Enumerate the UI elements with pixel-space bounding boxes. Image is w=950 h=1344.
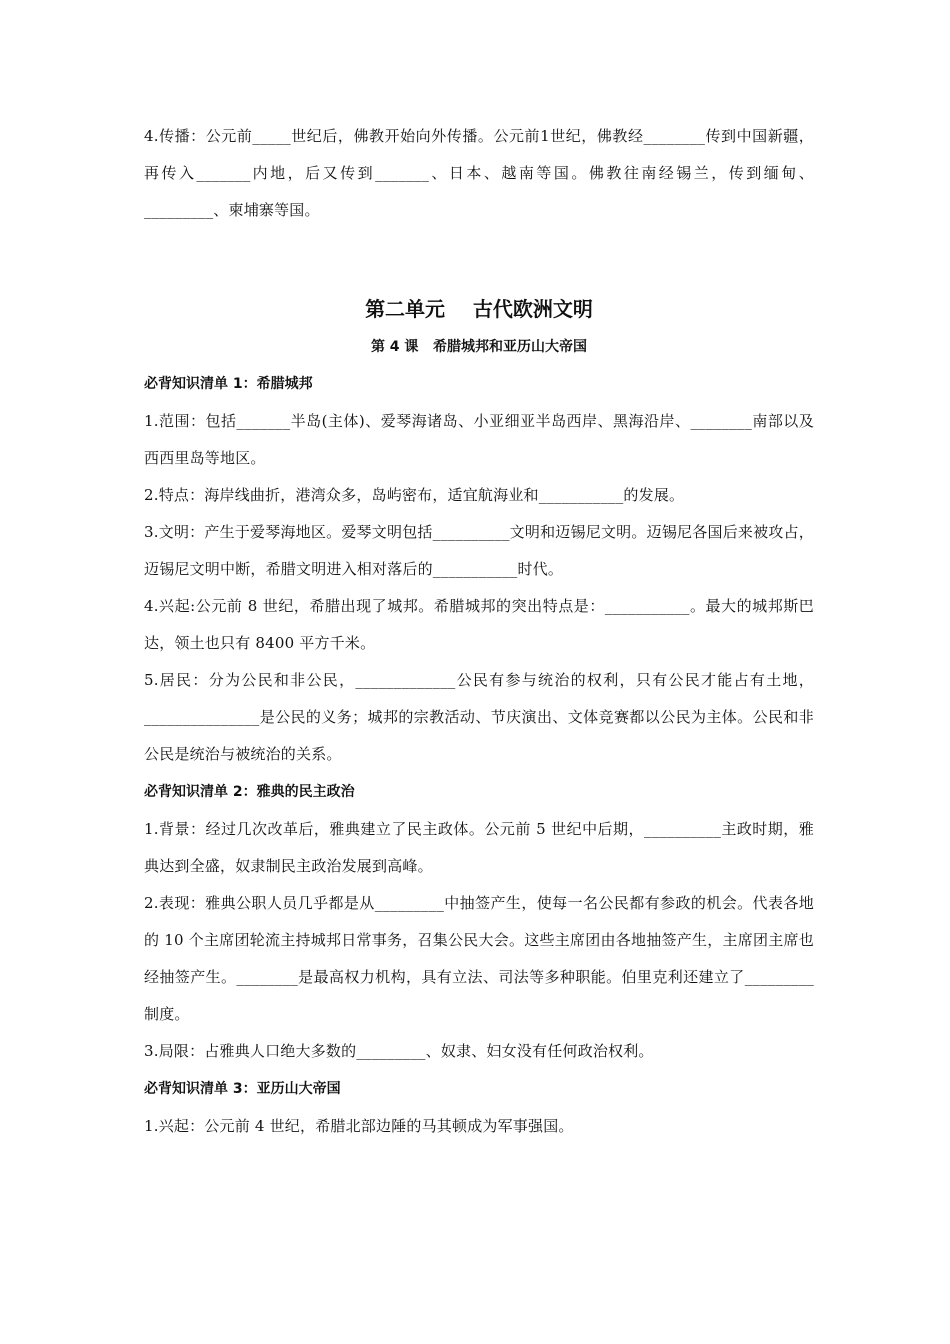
lesson-title: 第 4 课 希腊城邦和亚历山大帝国 <box>370 339 588 355</box>
list-item: 4.兴起:公元前 8 世纪，希腊出现了城邦。希腊城邦的突出特点是：___________。最大的城邦斯巴达，领土也只有 8400 平方千米。 <box>144 597 814 652</box>
section-greek-city-states <box>144 365 814 773</box>
section-heading: 必背知识清单 3：亚历山大帝国 <box>144 1081 341 1097</box>
list-item: 3.局限：占雅典人口绝大多数的_________、奴隶、妇女没有任何政治权利。 <box>144 1042 654 1060</box>
list-item: 1.背景：经过几次改革后，雅典建立了民主政体。公元前 5 世纪中后期，__________主政时期，雅典达到全盛，奴隶制民主政治发展到高峰。 <box>144 820 814 875</box>
spacer <box>144 229 814 289</box>
intro-paragraph: 4.传播：公元前_____世纪后，佛教开始向外传播。公元前1世纪，佛教经________传到中国新疆，再传入_______内地，后又传到_______、日本、越南等国。佛教往南经锡兰，传到缅甸、_________、柬埔寨等国。 <box>144 127 814 219</box>
section-heading: 必背知识清单 2：雅典的民主政治 <box>144 784 355 800</box>
unit-title: 第二单元 古代欧洲文明 <box>365 297 593 321</box>
list-item: 2.特点：海岸线曲折，港湾众多，岛屿密布，适宜航海业和___________的发展。 <box>144 486 685 504</box>
list-item: 2.表现：雅典公职人员几乎都是从_________中抽签产生，使每一名公民都有参政的机会。代表各地的 10 个主席团轮流主持城邦日常事务，召集公民大会。这些主席团由各地抽签产生，主席团主席也经抽签产生。________是最高权力机构，具有立法、司法等多种职能。伯里克利还建立了_________制度。 <box>144 894 814 1023</box>
section-alexander-empire <box>144 1070 814 1145</box>
list-item: 1.范围：包括_______半岛(主体)、爱琴海诸岛、小亚细亚半岛西岸、黑海沿岸、________南部以及西西里岛等地区。 <box>144 412 814 467</box>
list-item: 3.文明：产生于爱琴海地区。爱琴文明包括__________文明和迈锡尼文明。迈锡尼各国后来被攻占，迈锡尼文明中断，希腊文明进入相对落后的___________时代。 <box>144 523 814 578</box>
list-item: 5.居民：分为公民和非公民，_____________公民有参与统治的权利，只有公民才能占有土地，_______________是公民的义务；城邦的宗教活动、节庆演出、文体竞赛都以公民为主体。公民和非公民是统治与被统治的关系。 <box>144 671 814 763</box>
section-athenian-democracy <box>144 773 814 1070</box>
document-content <box>144 118 814 1145</box>
list-item: 1.兴起：公元前 4 世纪，希腊北部边陲的马其顿成为军事强国。 <box>144 1117 574 1135</box>
section-heading: 必背知识清单 1：希腊城邦 <box>144 376 313 392</box>
